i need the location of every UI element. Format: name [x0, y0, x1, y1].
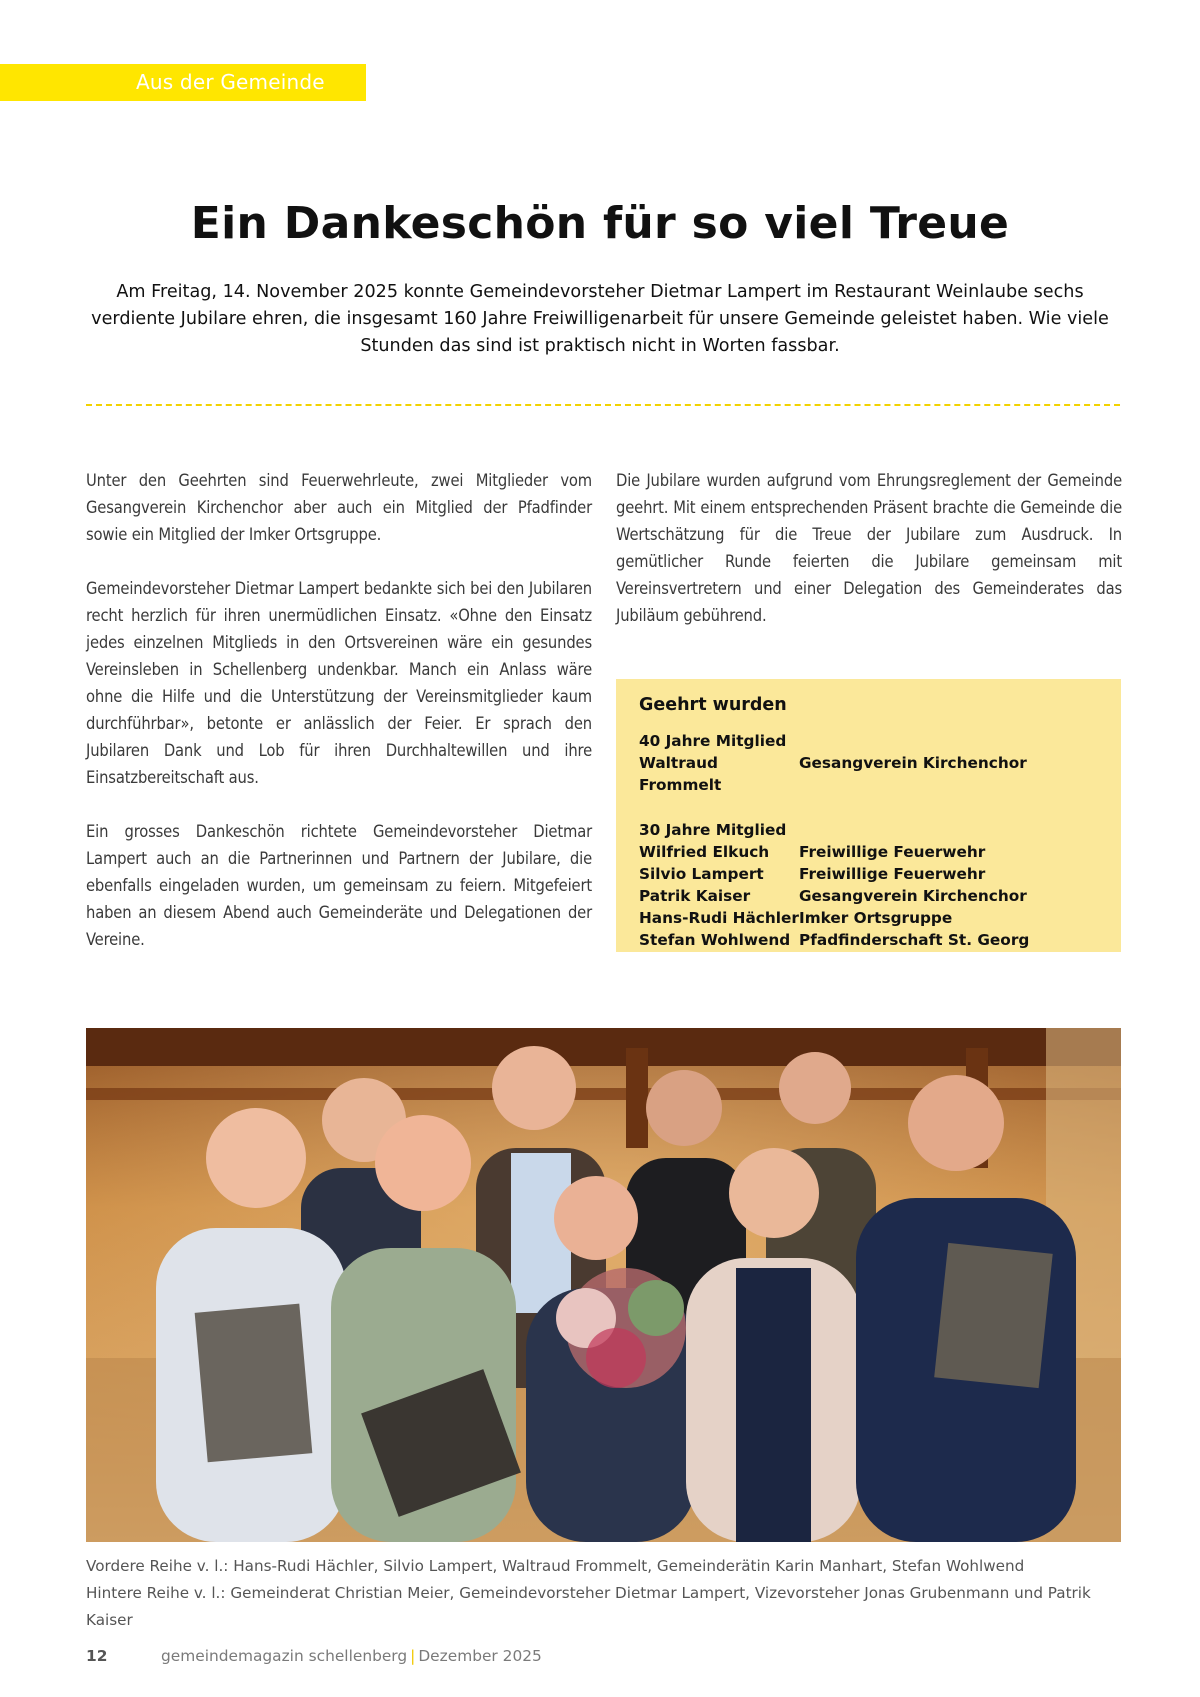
honor-group-40 — [639, 730, 1098, 796]
caption-back-row: Hintere Reihe v. l.: Gemeinderat Christian Meier, Gemeindevorsteher Dietmar Lampert, Vizevorsteher Jonas Grubenmann und Patrik Kaiser — [86, 1584, 1091, 1629]
honoree-row — [639, 907, 1098, 929]
honorees-title: Geehrt wurden — [639, 695, 787, 715]
honoree-name: Silvio Lampert — [639, 865, 764, 883]
article-lead: Am Freitag, 14. November 2025 konnte Gemeindevorsteher Dietmar Lampert im Restaurant Weinlaube sechs verdiente Jubilare ehren, die insgesamt 160 Jahre Freiwilligenarbeit für unsere Gemeinde geleistet haben. Wie viele Stunden das sind ist praktisch nicht in Worten fassbar. — [91, 282, 1109, 356]
caption-front-row: Vordere Reihe v. l.: Hans-Rudi Hächler, Silvio Lampert, Waltraud Frommelt, Gemeinderätin Karin Manhart, Stefan Wohlwend — [86, 1557, 1025, 1575]
honoree-club: Freiwillige Feuerwehr — [799, 865, 986, 883]
article-column-right — [616, 467, 1122, 656]
honoree-club: Gesangverein Kirchenchor — [799, 887, 1027, 905]
honoree-name: Stefan Wohlwend — [639, 931, 791, 949]
article-title: Ein Dankeschön für so viel Treue — [190, 198, 1010, 249]
section-label: Aus der Gemeinde — [0, 64, 366, 101]
group-title: 30 Jahre Mitglied — [639, 821, 787, 839]
honoree-club: Pfadfinderschaft St. Georg — [799, 931, 1030, 949]
honoree-club: Gesangverein Kirchenchor — [799, 754, 1027, 772]
group-photo — [86, 1028, 1121, 1542]
issue-date: Dezember 2025 — [418, 1647, 542, 1665]
page-number: 12 — [86, 1647, 108, 1665]
group-title: 40 Jahre Mitglied — [639, 732, 787, 750]
honoree-name: Hans-Rudi Hächler — [639, 909, 799, 927]
honoree-club: Imker Ortsgruppe — [799, 909, 953, 927]
honoree-row — [639, 841, 1098, 863]
honoree-row — [639, 863, 1098, 885]
paragraph: Ein grosses Dankeschön richtete Gemeindevorsteher Dietmar Lampert auch an die Partnerinnen und Partnern der Jubilare, die ebenfalls eingeladen wurden, um gemeinsam zu feiern. Mitgefeiert haben an diesem Abend auch Gemeinderäte und Delegationen der Vereine. — [86, 822, 592, 949]
publication-name: gemeindemagazin schellenberg — [161, 1647, 408, 1665]
page-footer — [86, 1647, 1086, 1665]
article-column-left — [86, 467, 592, 980]
honoree-name: Wilfried Elkuch — [639, 843, 770, 861]
honorees-box — [616, 679, 1121, 952]
honoree-row — [639, 929, 1098, 951]
footer-separator: | — [410, 1647, 416, 1665]
honor-group-30 — [639, 819, 1098, 951]
dashed-divider — [86, 404, 1120, 406]
paragraph: Die Jubilare wurden aufgrund vom Ehrungsreglement der Gemeinde geehrt. Mit einem entsprechenden Präsent brachte die Gemeinde die Wertschätzung für die Treue der Jubilare zum Ausdruck. In gemütlicher Runde feierten die Jubilare gemeinsam mit Vereinsvertretern und einer Delegation des Gemeinderates das Jubiläum gebührend. — [616, 471, 1122, 625]
photo-caption — [86, 1553, 1126, 1634]
paragraph: Unter den Geehrten sind Feuerwehrleute, zwei Mitglieder vom Gesangverein Kirchenchor aber auch ein Mitglied der Pfadfinder sowie ein Mitglied der Imker Ortsgruppe. — [86, 471, 592, 544]
paragraph: Gemeindevorsteher Dietmar Lampert bedankte sich bei den Jubilaren recht herzlich für ihren unermüdlichen Einsatz. «Ohne den Einsatz jedes einzelnen Mitglieds in den Ortsvereinen wäre ein gesundes Vereinsleben in Schellenberg undenkbar. Manch ein Anlass wäre ohne die Hilfe und die Unterstützung der Vereinsmitglieder kaum durchführbar», betonte er anlässlich der Feier. Er sprach den Jubilaren Dank und Lob für ihren Durchhaltewillen und ihre Einsatzbereitschaft aus. — [86, 579, 592, 787]
honoree-row — [639, 752, 1098, 796]
honoree-name: Waltraud Frommelt — [639, 754, 722, 794]
honoree-row — [639, 885, 1098, 907]
honoree-name: Patrik Kaiser — [639, 887, 751, 905]
honoree-club: Freiwillige Feuerwehr — [799, 843, 986, 861]
